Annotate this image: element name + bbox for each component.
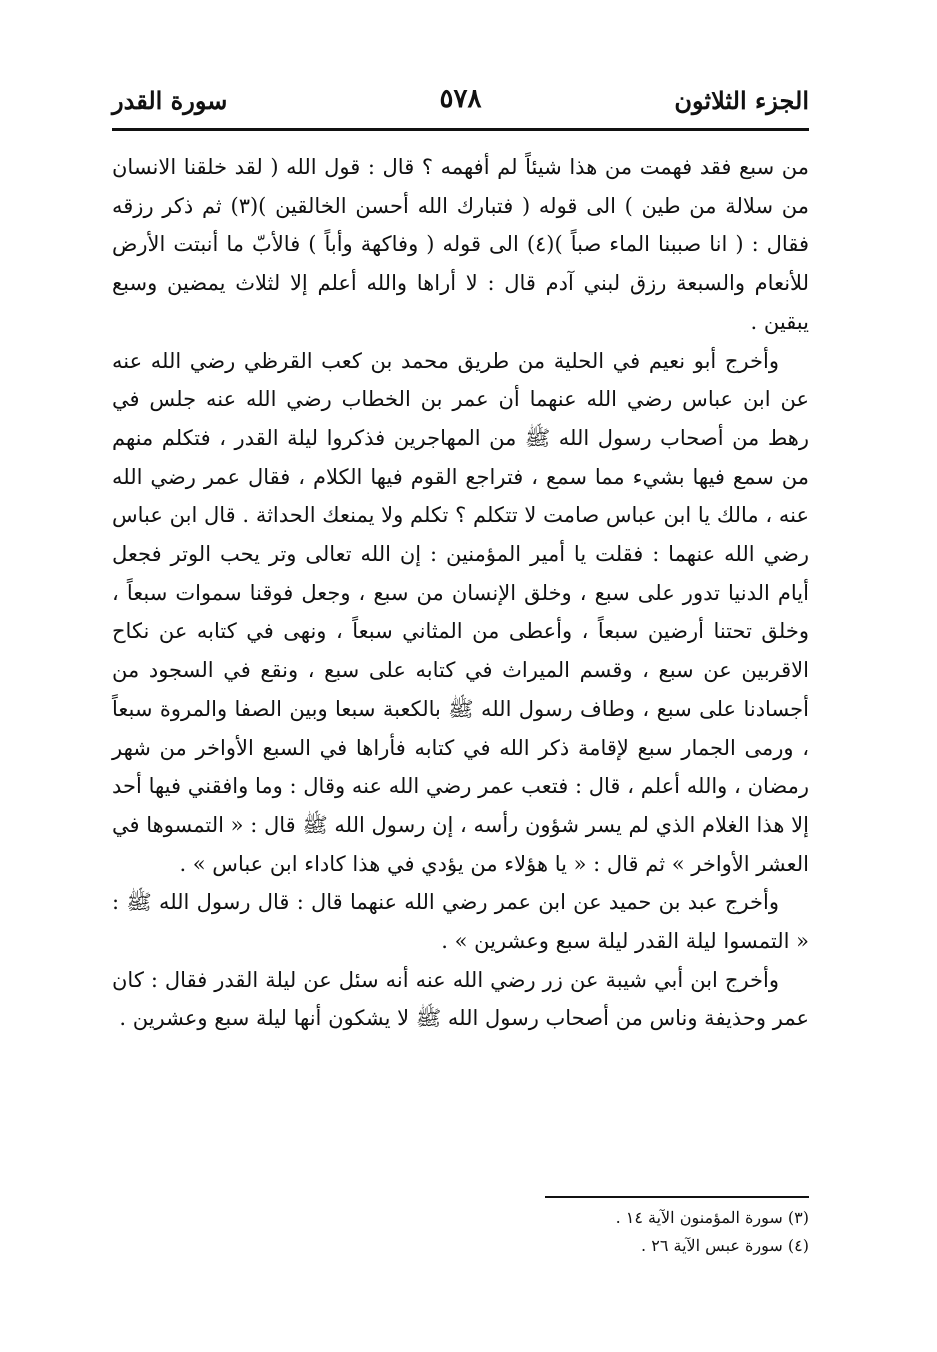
- footnote-divider: [545, 1196, 809, 1198]
- header-divider: [112, 128, 809, 131]
- paragraph-3: وأخرج عبد بن حميد عن ابن عمر رضي الله عنهما قال : قال رسول الله ﷺ : « التمسوا ليلة القدر ليلة سبع وعشرين » .: [112, 890, 809, 954]
- surah-title: سورة القدر: [112, 86, 228, 115]
- footnote-3: (٣) سورة المؤمنون الآية ١٤ .: [615, 1208, 809, 1227]
- page-header: [112, 82, 809, 126]
- page-number: ٥٧٨: [439, 84, 482, 114]
- paragraph-4: وأخرج ابن أبي شيبة عن زر رضي الله عنه أنه سئل عن ليلة القدر فقال : كان عمر وحذيفة وناس من أصحاب رسول الله ﷺ لا يشكون أنها ليلة سبع وعشرين .: [112, 967, 809, 1031]
- footnote-4: (٤) سورة عبس الآية ٢٦ .: [641, 1236, 809, 1255]
- paragraph-1: من سبع فقد فهمت من هذا شيئاً لم أفهمه ؟ قال : قول الله ( لقد خلقنا الانسان من سلالة من طين ) الى قوله ( فتبارك الله أحسن الخالقين )(٣) ثم ذكر رزقه فقال : ( انا صببنا الماء صباً )(٤) الى قوله ( وفاكهة وأباً ) فالأبّ ما أنبتت الأرض للأنعام والسبعة رزق لبني آدم قال : لا أراها والله أعلم إلا لثلاث يمضين وسبع يبقين .: [112, 155, 809, 334]
- juz-title: الجزء الثلاثون: [674, 86, 809, 115]
- main-text: [112, 148, 809, 1038]
- paragraph-2: وأخرج أبو نعيم في الحلية من طريق محمد بن كعب القرظي رضي الله عنه عن ابن عباس رضي الله عنهما أن عمر بن الخطاب رضي الله عنه جلس في رهط من أصحاب رسول الله ﷺ من المهاجرين فذكروا ليلة القدر ، فتكلم منهم من سمع فيها بشيء مما سمع ، فتراجع القوم فيها الكلام ، فقال عمر رضي الله عنه ، مالك يا ابن عباس صامت لا تتكلم ؟ تكلم ولا يمنعك الحداثة . قال ابن عباس رضي الله عنهما : فقلت يا أمير المؤمنين : إن الله تعالى وتر يحب الوتر فجعل أيام الدنيا تدور على سبع ، وخلق الإنسان من سبع ، وجعل فوقنا سموات سبعاً ، وخلق تحتنا أرضين سبعاً ، وأعطى من المثاني سبعاً ، ونهى في كتابه عن نكاح الاقربين عن سبع ، وقسم الميراث في كتابه على سبع ، ونقع في السجود من أجسادنا على سبع ، وطاف رسول الله ﷺ بالكعبة سبعا وبين الصفا والمروة سبعاً ، ورمى الجمار سبع لإقامة ذكر الله في كتابه فأراها في السبع الأواخر من شهر رمضان ، والله أعلم ، قال : فتعب عمر رضي الله عنه وقال : وما وافقني فيها أحد إلا هذا الغلام الذي لم يسر شؤون رأسه ، إن رسول الله ﷺ قال : « التمسوها في العشر الأواخر » ثم قال : « يا هؤلاء من يؤدي في هذا كاداء ابن عباس » .: [112, 348, 809, 876]
- footnotes: [545, 1204, 809, 1260]
